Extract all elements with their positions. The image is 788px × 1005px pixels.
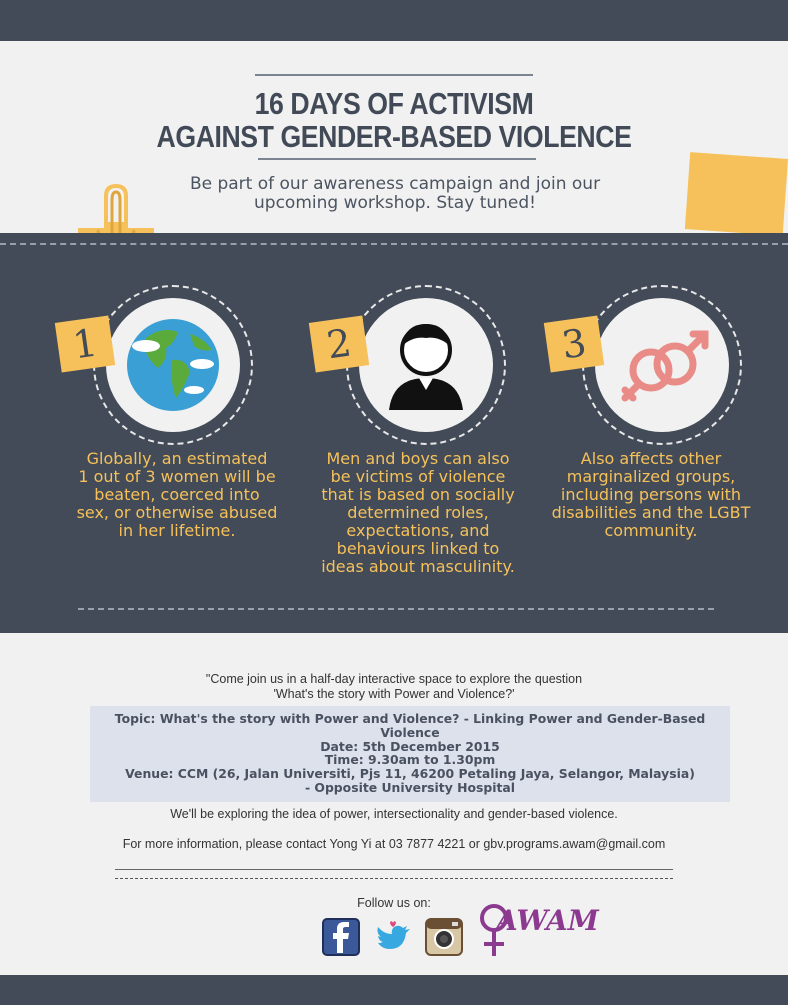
title-line-2: AGAINST GENDER-BASED VIOLENCE bbox=[156, 119, 632, 154]
fact-line: expectations, and bbox=[346, 521, 490, 540]
fact-line: be victims of violence bbox=[330, 467, 506, 486]
globe-icon bbox=[106, 298, 240, 432]
dashed-divider-top bbox=[0, 243, 788, 245]
invite-line-1: "Come join us in a half-day interactive space to explore the question bbox=[205, 672, 583, 686]
subtitle-line-2: upcoming workshop. Stay tuned! bbox=[254, 193, 536, 213]
fact-line: Also affects other bbox=[580, 449, 722, 468]
awam-logo[interactable] bbox=[476, 900, 599, 960]
venue-line-2: - Opposite University Hospital bbox=[304, 779, 516, 795]
fact-line: determined roles, bbox=[347, 503, 489, 522]
fact-2-text bbox=[303, 450, 533, 576]
fact-3-text bbox=[536, 450, 766, 540]
top-band bbox=[0, 0, 788, 41]
title-line-1: 16 DAYS OF ACTIVISM bbox=[254, 86, 534, 121]
fact-line: in her lifetime. bbox=[118, 521, 236, 540]
fact-1-number: 1 bbox=[55, 315, 115, 372]
fact-line: disabilities and the LGBT bbox=[551, 503, 751, 522]
event-date: Date: 5th December 2015 bbox=[320, 738, 500, 754]
fact-1-circle bbox=[93, 285, 253, 445]
fact-line: including persons with bbox=[560, 485, 742, 504]
event-details-box bbox=[90, 706, 730, 802]
fact-line: that is based on socially bbox=[321, 485, 515, 504]
explore-text: We'll be exploring the idea of power, intersectionality and gender-based violence. bbox=[170, 807, 618, 821]
fact-line: community. bbox=[604, 521, 698, 540]
circle-bg bbox=[359, 298, 493, 432]
fact-2-number: 2 bbox=[309, 315, 369, 372]
follow-us-label: Follow us on: bbox=[357, 896, 431, 910]
circle-bg bbox=[106, 298, 240, 432]
circle-bg bbox=[595, 298, 729, 432]
venue-line-1: Venue: CCM (26, Jalan Universiti, Pjs 11, 46200 Petaling Jaya, Selangor, Malaysia) bbox=[125, 766, 695, 782]
facebook-icon[interactable] bbox=[321, 917, 361, 957]
fact-line: Globally, an estimated bbox=[86, 449, 268, 468]
sticky-note bbox=[685, 152, 788, 236]
title-rule-bottom bbox=[258, 158, 536, 160]
invite-text bbox=[0, 672, 788, 702]
contact-text: For more information, please contact Yong Yi at 03 7877 4221 or gbv.programs.awam@gmail.com bbox=[122, 837, 666, 851]
fact-line: 1 out of 3 women will be bbox=[78, 467, 276, 486]
topic-line-2: Violence bbox=[380, 724, 440, 740]
fact-line: marginalized groups, bbox=[566, 467, 736, 486]
instagram-icon[interactable] bbox=[424, 917, 464, 957]
fact-line: beaten, coerced into bbox=[94, 485, 260, 504]
man-icon bbox=[359, 298, 493, 432]
bottom-band bbox=[0, 975, 788, 1005]
title-rule-top bbox=[255, 74, 533, 76]
fact-line: Men and boys can also bbox=[326, 449, 510, 468]
divider-dashed bbox=[115, 878, 673, 879]
fact-line: sex, or otherwise abused bbox=[76, 503, 278, 522]
gender-symbols-icon bbox=[595, 298, 729, 432]
divider-solid bbox=[115, 869, 673, 870]
fact-3-circle bbox=[582, 285, 742, 445]
fact-2-circle bbox=[346, 285, 506, 445]
twitter-icon[interactable] bbox=[372, 917, 412, 957]
invite-line-2: 'What's the story with Power and Violence?' bbox=[273, 687, 515, 701]
fact-line: behaviours linked to bbox=[336, 539, 500, 558]
event-time: Time: 9.30am to 1.30pm bbox=[324, 752, 496, 768]
subtitle-line-1: Be part of our awareness campaign and join our bbox=[189, 174, 601, 194]
dashed-divider-bottom bbox=[78, 608, 714, 610]
subtitle bbox=[150, 175, 640, 213]
awam-logo-text: AWAM bbox=[496, 904, 599, 937]
facts-section bbox=[0, 233, 788, 633]
topic-line-1: Topic: What's the story with Power and Violence? - Linking Power and Gender-Based bbox=[114, 711, 706, 726]
fact-line: ideas about masculinity. bbox=[321, 557, 515, 576]
fact-1-text bbox=[62, 450, 292, 540]
fact-3-number: 3 bbox=[544, 315, 604, 372]
